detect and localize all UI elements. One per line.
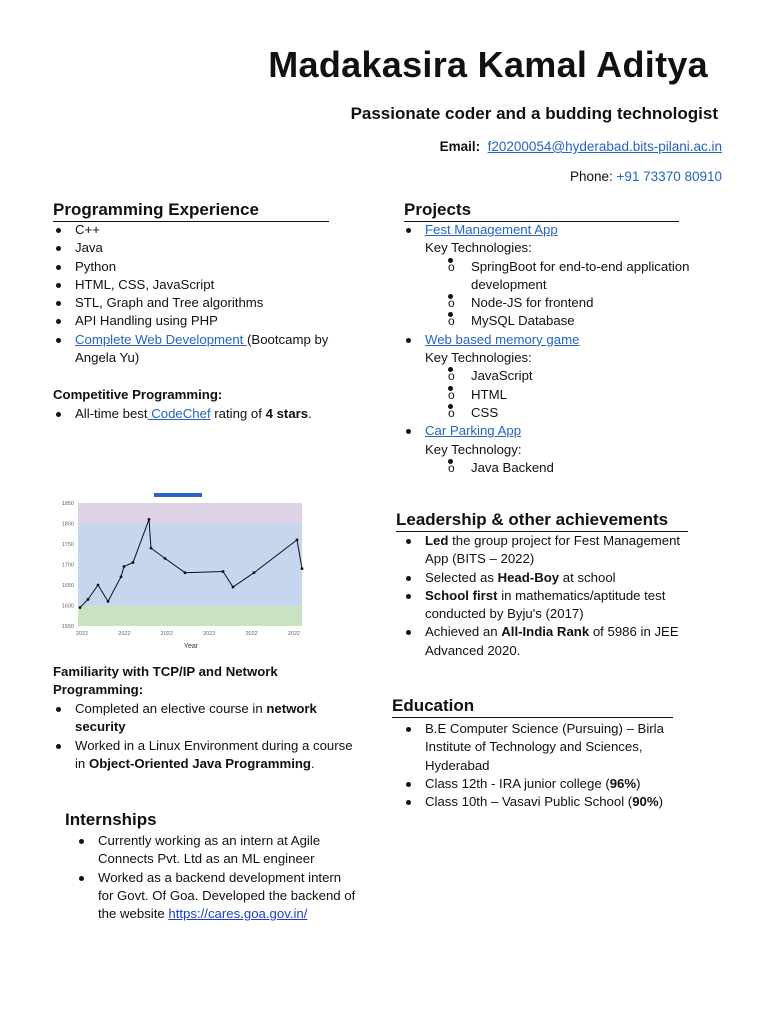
lead-bold-4: All-India Rank	[501, 624, 590, 640]
list-item	[76, 869, 386, 924]
data-point	[253, 571, 256, 574]
tech-text: SpringBoot for end-to-end application	[471, 258, 690, 274]
bootcamp-text: (Bootcamp by	[247, 331, 329, 347]
edu-bold-2: 90%	[632, 794, 659, 810]
data-point	[120, 575, 123, 578]
codechef-link[interactable]: CodeChef	[147, 406, 211, 421]
x-tick-label: 2022	[203, 631, 216, 637]
lead-text-6: conducted by Byju's (2017)	[425, 606, 584, 622]
lead-text-3: Selected as	[425, 569, 498, 585]
intern-text-2: Connects Pvt. Ltd as an ML engineer	[98, 851, 315, 867]
list-item: o MySQL Database	[425, 312, 733, 330]
projects-section-title: Projects	[404, 200, 679, 222]
key-tech-label: Key Technologies:	[425, 240, 532, 256]
chart-legend-swatch	[154, 493, 202, 497]
list-item: HTML, CSS, JavaScript	[53, 276, 383, 294]
data-point	[301, 567, 304, 570]
cp-text: All-time best	[75, 406, 148, 421]
list-item: API Handling using PHP	[53, 312, 383, 330]
lead-text-2: App (BITS – 2022)	[425, 551, 535, 567]
memory-tech-list	[425, 367, 733, 422]
list-item	[403, 587, 733, 624]
competitive-programming-title: Competitive Programming:	[53, 387, 223, 402]
web-dev-course-link[interactable]: Complete Web Development	[75, 331, 248, 347]
fam-bold-3: Object-Oriented Java Programming	[88, 755, 311, 771]
y-tick-label: 1850	[61, 501, 74, 507]
lead-text-4: at school	[559, 569, 616, 585]
fam-text: Completed an elective course in	[75, 701, 267, 716]
lead-text: the group project for Fest Management	[448, 533, 681, 548]
list-item	[76, 832, 386, 869]
intern-text-3: Worked as a backend development intern	[98, 869, 342, 885]
edu-text-7: )	[658, 794, 664, 810]
list-item: o JavaScript	[425, 367, 733, 385]
list-item: C++	[53, 221, 383, 239]
list-item	[403, 221, 733, 331]
edu-text-6: Class 10th – Vasavi Public School (	[425, 794, 633, 810]
familiarity-title-line1: Familiarity with TCP/IP and Network	[53, 664, 278, 679]
list-item	[53, 331, 383, 368]
data-point	[87, 598, 90, 601]
parking-tech-list	[425, 459, 733, 477]
fam-text-2: Worked in a Linux Environment during a course	[75, 737, 353, 753]
fam-bold: network	[266, 701, 317, 716]
x-tick-label: 2022	[160, 631, 173, 637]
lead-text-8: of 5986 in JEE	[589, 624, 679, 640]
data-point	[184, 571, 187, 574]
x-tick-label: 2022	[245, 631, 258, 637]
education-section-title: Education	[392, 696, 673, 718]
y-tick-label: 1650	[61, 583, 74, 589]
rating-chart	[52, 490, 310, 655]
list-item	[425, 258, 733, 295]
cp-stars: 4 stars	[265, 406, 309, 421]
data-point	[123, 565, 126, 568]
list-item	[403, 623, 733, 660]
memory-game-link[interactable]: Web based memory game	[425, 331, 580, 347]
list-item: STL, Graph and Tree algorithms	[53, 294, 383, 312]
list-item	[403, 720, 733, 775]
cp-text-3: .	[308, 406, 312, 421]
y-tick-label: 1700	[61, 562, 74, 569]
lead-bold: Led	[425, 533, 449, 548]
tech-text-2: development	[471, 276, 547, 292]
x-tick-label: 2022	[118, 631, 131, 637]
edu-text: B.E Computer Science (Pursuing) – Birla	[425, 721, 664, 736]
list-item	[403, 422, 733, 477]
intern-text-5: the website	[98, 906, 169, 922]
cp-list	[53, 405, 383, 423]
email-line	[440, 139, 722, 154]
intern-text-4: for Govt. Of Goa. Developed the backend of	[98, 887, 356, 903]
chart-band	[78, 503, 302, 524]
data-point	[222, 570, 225, 573]
lead-text-9: Advanced 2020.	[425, 642, 521, 658]
key-tech-label: Key Technologies:	[425, 350, 532, 366]
familiarity-title-line2: Programming:	[53, 682, 144, 698]
phone-value: +91 73370 80910	[616, 169, 722, 184]
lead-text-7: Achieved an	[425, 624, 502, 640]
list-item: o Java Backend	[425, 459, 733, 477]
list-item	[53, 700, 383, 737]
list-item	[403, 775, 733, 793]
list-item	[53, 737, 383, 774]
fam-text-3: in	[75, 755, 89, 771]
lead-bold-3: School first	[425, 587, 498, 603]
x-tick-label: 2022	[287, 631, 301, 637]
phone-line	[570, 169, 722, 184]
leadership-list	[403, 532, 733, 660]
fest-tech-list	[425, 258, 733, 331]
email-label: Email:	[439, 139, 481, 154]
list-item: o CSS	[425, 404, 733, 422]
list-item	[403, 532, 733, 569]
edu-text-3: Hyderabad	[425, 757, 490, 773]
intern-text: Currently working as an intern at Agile	[98, 833, 321, 848]
fam-bold-2: security	[75, 719, 126, 735]
list-item	[403, 331, 733, 422]
data-point	[296, 539, 299, 542]
phone-label: Phone:	[569, 169, 613, 184]
list-item: Java	[53, 239, 383, 257]
data-point	[107, 600, 110, 603]
leadership-section-title: Leadership & other achievements	[396, 510, 688, 532]
data-point	[79, 606, 82, 609]
y-tick-label: 1750	[61, 542, 74, 548]
car-parking-link[interactable]: Car Parking App	[425, 423, 522, 439]
data-point	[132, 561, 135, 564]
list-item	[53, 405, 383, 423]
y-tick-label: 1600	[61, 603, 74, 610]
data-point	[150, 547, 153, 550]
familiarity-title	[53, 663, 278, 700]
education-list	[403, 720, 733, 811]
email-link[interactable]: f20200054@hyderabad.bits-pilani.ac.in	[487, 139, 722, 154]
list-item	[403, 569, 733, 587]
list-item: o HTML	[425, 386, 733, 404]
programming-list	[53, 221, 383, 367]
list-item	[403, 793, 733, 811]
list-item: o Node-JS for frontend	[425, 294, 733, 312]
data-point	[232, 586, 235, 589]
programming-section-title: Programming Experience	[53, 200, 329, 222]
x-tick-label: 2022	[75, 631, 89, 637]
familiarity-list	[53, 700, 383, 773]
fest-app-link[interactable]: Fest Management App	[425, 222, 558, 237]
cp-text-2: rating of	[210, 406, 266, 421]
internships-list	[76, 832, 386, 923]
internships-section-title: Internships	[65, 810, 157, 829]
candidate-name: Madakasira Kamal Aditya	[268, 44, 708, 85]
tagline: Passionate coder and a budding technologist	[350, 104, 718, 123]
chart-xlabel: Year	[183, 643, 199, 650]
edu-text-5: )	[636, 775, 641, 791]
bootcamp-text-2: Angela Yu)	[75, 350, 140, 366]
lead-bold-2: Head-Boy	[497, 569, 560, 585]
lead-text-5: in mathematics/aptitude test	[497, 587, 666, 603]
fam-text-4: .	[311, 755, 315, 771]
chart-band	[78, 524, 302, 606]
y-tick-label: 1550	[61, 624, 74, 630]
data-point	[97, 584, 100, 587]
edu-bold: 96%	[609, 775, 637, 791]
edu-text-2: Institute of Technology and Sciences,	[425, 739, 643, 755]
edu-text-4: Class 12th - IRA junior college (	[425, 775, 610, 791]
y-tick-label: 1800	[61, 521, 74, 528]
key-tech-label: Key Technology:	[425, 441, 522, 457]
goa-website-link[interactable]: https://cares.goa.gov.in/	[168, 906, 308, 922]
data-point	[148, 518, 151, 521]
list-item: Python	[53, 258, 383, 276]
projects-list	[403, 221, 733, 477]
chart-band	[78, 606, 302, 627]
data-point	[164, 557, 167, 560]
